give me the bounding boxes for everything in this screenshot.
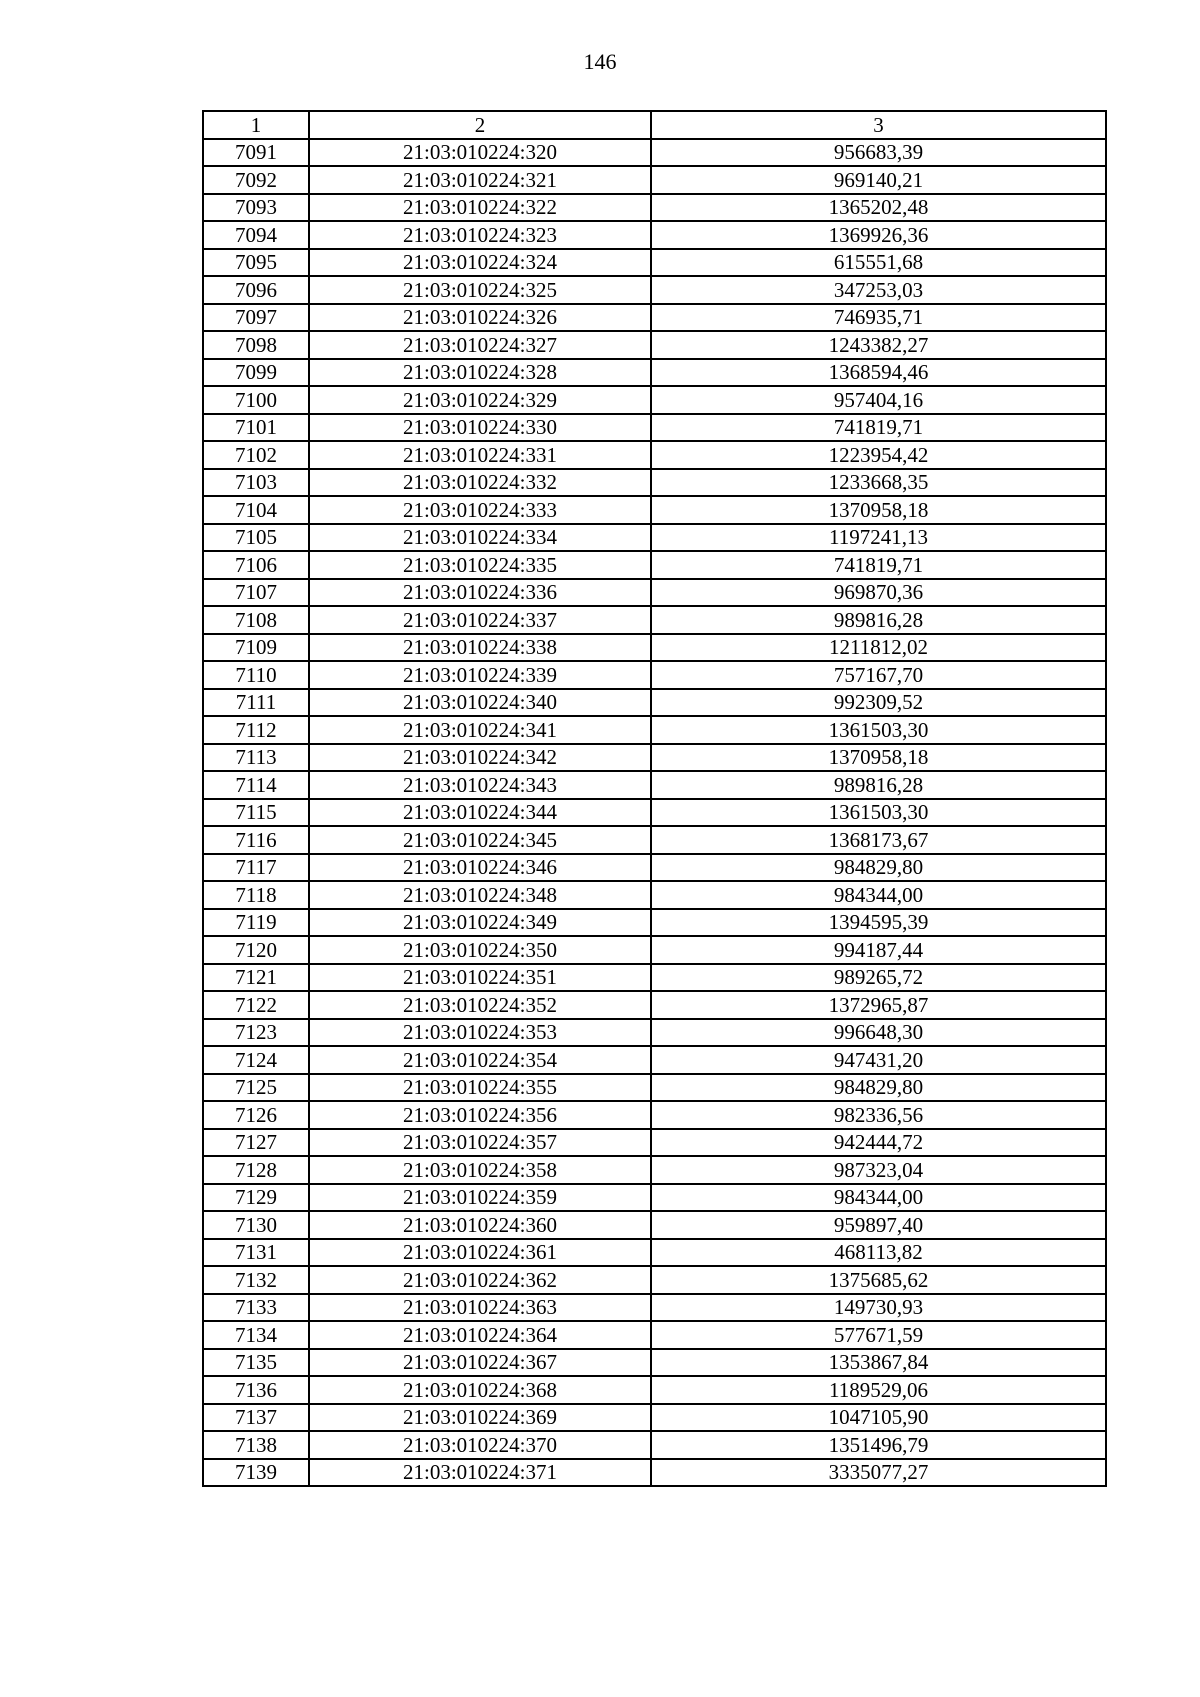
- value-cell: 989816,28: [651, 771, 1106, 799]
- cadastral-number-cell: 21:03:010224:342: [309, 744, 651, 772]
- value-cell: 1372965,87: [651, 991, 1106, 1019]
- cadastral-number-cell: 21:03:010224:329: [309, 386, 651, 414]
- value-cell: 149730,93: [651, 1294, 1106, 1322]
- value-cell: 1243382,27: [651, 331, 1106, 359]
- value-cell: 1047105,90: [651, 1404, 1106, 1432]
- row-number-cell: 7098: [203, 331, 309, 359]
- table-row: [203, 386, 1106, 414]
- table-row: [203, 936, 1106, 964]
- value-cell: 984344,00: [651, 881, 1106, 909]
- cadastral-number-cell: 21:03:010224:353: [309, 1019, 651, 1047]
- cadastral-number-cell: 21:03:010224:351: [309, 964, 651, 992]
- cadastral-number-cell: 21:03:010224:371: [309, 1459, 651, 1487]
- table-row: [203, 826, 1106, 854]
- cadastral-number-cell: 21:03:010224:356: [309, 1101, 651, 1129]
- table-row: [203, 606, 1106, 634]
- value-cell: 1368173,67: [651, 826, 1106, 854]
- row-number-cell: 7101: [203, 414, 309, 442]
- value-cell: 984829,80: [651, 854, 1106, 882]
- row-number-cell: 7121: [203, 964, 309, 992]
- table-row: [203, 1266, 1106, 1294]
- table-row: [203, 304, 1106, 332]
- table-row: [203, 744, 1106, 772]
- row-number-cell: 7102: [203, 441, 309, 469]
- table-row: [203, 634, 1106, 662]
- cadastral-number-cell: 21:03:010224:323: [309, 221, 651, 249]
- cadastral-number-cell: 21:03:010224:354: [309, 1046, 651, 1074]
- cadastral-number-cell: 21:03:010224:337: [309, 606, 651, 634]
- cadastral-number-cell: 21:03:010224:367: [309, 1349, 651, 1377]
- value-cell: 987323,04: [651, 1156, 1106, 1184]
- value-cell: 982336,56: [651, 1101, 1106, 1129]
- cadastral-number-cell: 21:03:010224:332: [309, 469, 651, 497]
- row-number-cell: 7137: [203, 1404, 309, 1432]
- row-number-cell: 7094: [203, 221, 309, 249]
- cadastral-number-cell: 21:03:010224:322: [309, 194, 651, 222]
- row-number-cell: 7115: [203, 799, 309, 827]
- cadastral-number-cell: 21:03:010224:326: [309, 304, 651, 332]
- row-number-cell: 7129: [203, 1184, 309, 1212]
- table-row: [203, 1211, 1106, 1239]
- cadastral-number-cell: 21:03:010224:355: [309, 1074, 651, 1102]
- row-number-cell: 7104: [203, 496, 309, 524]
- row-number-cell: 7116: [203, 826, 309, 854]
- table-row: [203, 276, 1106, 304]
- value-cell: 347253,03: [651, 276, 1106, 304]
- table-header: [203, 111, 1106, 139]
- row-number-cell: 7131: [203, 1239, 309, 1267]
- cadastral-number-cell: 21:03:010224:325: [309, 276, 651, 304]
- table-row: [203, 661, 1106, 689]
- row-number-cell: 7099: [203, 359, 309, 387]
- table-row: [203, 1184, 1106, 1212]
- value-cell: 989265,72: [651, 964, 1106, 992]
- row-number-cell: 7120: [203, 936, 309, 964]
- cadastral-number-cell: 21:03:010224:341: [309, 716, 651, 744]
- table-row: [203, 194, 1106, 222]
- cadastral-number-cell: 21:03:010224:362: [309, 1266, 651, 1294]
- cadastral-number-cell: 21:03:010224:349: [309, 909, 651, 937]
- row-number-cell: 7134: [203, 1321, 309, 1349]
- value-cell: 1353867,84: [651, 1349, 1106, 1377]
- table-row: [203, 551, 1106, 579]
- value-cell: 996648,30: [651, 1019, 1106, 1047]
- table-row: [203, 221, 1106, 249]
- row-number-cell: 7096: [203, 276, 309, 304]
- table-row: [203, 1349, 1106, 1377]
- table-row: [203, 359, 1106, 387]
- cadastral-number-cell: 21:03:010224:360: [309, 1211, 651, 1239]
- row-number-cell: 7106: [203, 551, 309, 579]
- value-cell: 1368594,46: [651, 359, 1106, 387]
- value-cell: 1233668,35: [651, 469, 1106, 497]
- row-number-cell: 7124: [203, 1046, 309, 1074]
- cadastral-number-cell: 21:03:010224:348: [309, 881, 651, 909]
- value-cell: 1370958,18: [651, 744, 1106, 772]
- row-number-cell: 7133: [203, 1294, 309, 1322]
- row-number-cell: 7093: [203, 194, 309, 222]
- value-cell: 1365202,48: [651, 194, 1106, 222]
- row-number-cell: 7103: [203, 469, 309, 497]
- value-cell: 969140,21: [651, 166, 1106, 194]
- cadastral-number-cell: 21:03:010224:357: [309, 1129, 651, 1157]
- table-row: [203, 964, 1106, 992]
- value-cell: 615551,68: [651, 249, 1106, 277]
- value-cell: 994187,44: [651, 936, 1106, 964]
- table-row: [203, 1046, 1106, 1074]
- row-number-cell: 7128: [203, 1156, 309, 1184]
- table-row: [203, 1294, 1106, 1322]
- row-number-cell: 7122: [203, 991, 309, 1019]
- value-cell: 1361503,30: [651, 716, 1106, 744]
- cadastral-number-cell: 21:03:010224:339: [309, 661, 651, 689]
- value-cell: 992309,52: [651, 689, 1106, 717]
- row-number-cell: 7097: [203, 304, 309, 332]
- table-row: [203, 881, 1106, 909]
- row-number-cell: 7132: [203, 1266, 309, 1294]
- cadastral-number-cell: 21:03:010224:340: [309, 689, 651, 717]
- value-cell: 577671,59: [651, 1321, 1106, 1349]
- table-row: [203, 1129, 1106, 1157]
- table-row: [203, 1321, 1106, 1349]
- table-row: [203, 771, 1106, 799]
- row-number-cell: 7100: [203, 386, 309, 414]
- table-row: [203, 1101, 1106, 1129]
- table-row: [203, 909, 1106, 937]
- header-cell-2: 2: [309, 111, 651, 139]
- value-cell: 947431,20: [651, 1046, 1106, 1074]
- value-cell: 1223954,42: [651, 441, 1106, 469]
- value-cell: 959897,40: [651, 1211, 1106, 1239]
- row-number-cell: 7118: [203, 881, 309, 909]
- row-number-cell: 7110: [203, 661, 309, 689]
- cadastral-number-cell: 21:03:010224:368: [309, 1376, 651, 1404]
- page-number: 146: [583, 49, 617, 74]
- cadastral-number-cell: 21:03:010224:335: [309, 551, 651, 579]
- header-cell-1: 1: [203, 111, 309, 139]
- cadastral-number-cell: 21:03:010224:343: [309, 771, 651, 799]
- cadastral-number-cell: 21:03:010224:364: [309, 1321, 651, 1349]
- table-row: [203, 331, 1106, 359]
- table-row: [203, 1431, 1106, 1459]
- value-cell: 741819,71: [651, 414, 1106, 442]
- value-cell: 1370958,18: [651, 496, 1106, 524]
- row-number-cell: 7136: [203, 1376, 309, 1404]
- row-number-cell: 7111: [203, 689, 309, 717]
- value-cell: 989816,28: [651, 606, 1106, 634]
- cadastral-number-cell: 21:03:010224:321: [309, 166, 651, 194]
- header-cell-3: 3: [651, 111, 1106, 139]
- row-number-cell: 7123: [203, 1019, 309, 1047]
- cadastral-number-cell: 21:03:010224:358: [309, 1156, 651, 1184]
- cadastral-number-cell: 21:03:010224:370: [309, 1431, 651, 1459]
- row-number-cell: 7130: [203, 1211, 309, 1239]
- cadastral-number-cell: 21:03:010224:320: [309, 139, 651, 167]
- cadastral-number-cell: 21:03:010224:369: [309, 1404, 651, 1432]
- table-body: [203, 139, 1106, 1487]
- value-cell: 1361503,30: [651, 799, 1106, 827]
- table-row: [203, 1239, 1106, 1267]
- cadastral-number-cell: 21:03:010224:327: [309, 331, 651, 359]
- cadastral-number-cell: 21:03:010224:361: [309, 1239, 651, 1267]
- cadastral-number-cell: 21:03:010224:336: [309, 579, 651, 607]
- row-number-cell: 7125: [203, 1074, 309, 1102]
- table-row: [203, 139, 1106, 167]
- row-number-cell: 7109: [203, 634, 309, 662]
- table-row: [203, 1459, 1106, 1487]
- table-row: [203, 1376, 1106, 1404]
- value-cell: 956683,39: [651, 139, 1106, 167]
- value-cell: 984829,80: [651, 1074, 1106, 1102]
- cadastral-number-cell: 21:03:010224:330: [309, 414, 651, 442]
- table-row: [203, 854, 1106, 882]
- row-number-cell: 7138: [203, 1431, 309, 1459]
- table-row: [203, 1074, 1106, 1102]
- row-number-cell: 7095: [203, 249, 309, 277]
- cadastral-number-cell: 21:03:010224:344: [309, 799, 651, 827]
- value-cell: 969870,36: [651, 579, 1106, 607]
- table-row: [203, 524, 1106, 552]
- row-number-cell: 7091: [203, 139, 309, 167]
- table-row: [203, 991, 1106, 1019]
- table-row: [203, 579, 1106, 607]
- value-cell: 468113,82: [651, 1239, 1106, 1267]
- value-cell: 1211812,02: [651, 634, 1106, 662]
- cadastral-number-cell: 21:03:010224:324: [309, 249, 651, 277]
- row-number-cell: 7114: [203, 771, 309, 799]
- table-row: [203, 414, 1106, 442]
- value-cell: 942444,72: [651, 1129, 1106, 1157]
- table-row: [203, 249, 1106, 277]
- table-row: [203, 469, 1106, 497]
- row-number-cell: 7113: [203, 744, 309, 772]
- value-cell: 1394595,39: [651, 909, 1106, 937]
- row-number-cell: 7117: [203, 854, 309, 882]
- cadastral-number-cell: 21:03:010224:345: [309, 826, 651, 854]
- value-cell: 741819,71: [651, 551, 1106, 579]
- cadastral-number-cell: 21:03:010224:352: [309, 991, 651, 1019]
- value-cell: 1197241,13: [651, 524, 1106, 552]
- table-row: [203, 496, 1106, 524]
- cadastral-number-cell: 21:03:010224:334: [309, 524, 651, 552]
- row-number-cell: 7105: [203, 524, 309, 552]
- cadastral-number-cell: 21:03:010224:333: [309, 496, 651, 524]
- row-number-cell: 7092: [203, 166, 309, 194]
- row-number-cell: 7127: [203, 1129, 309, 1157]
- cadastral-number-cell: 21:03:010224:328: [309, 359, 651, 387]
- table-row: [203, 689, 1106, 717]
- table-row: [203, 799, 1106, 827]
- value-cell: 1375685,62: [651, 1266, 1106, 1294]
- cadastral-number-cell: 21:03:010224:346: [309, 854, 651, 882]
- table-row: [203, 441, 1106, 469]
- cadastral-number-cell: 21:03:010224:363: [309, 1294, 651, 1322]
- row-number-cell: 7135: [203, 1349, 309, 1377]
- value-cell: 984344,00: [651, 1184, 1106, 1212]
- row-number-cell: 7139: [203, 1459, 309, 1487]
- value-cell: 746935,71: [651, 304, 1106, 332]
- value-cell: 1369926,36: [651, 221, 1106, 249]
- header-row: [203, 111, 1106, 139]
- table-row: [203, 166, 1106, 194]
- data-table: [202, 110, 1107, 1487]
- table-row: [203, 1404, 1106, 1432]
- value-cell: 957404,16: [651, 386, 1106, 414]
- row-number-cell: 7108: [203, 606, 309, 634]
- value-cell: 757167,70: [651, 661, 1106, 689]
- cadastral-number-cell: 21:03:010224:359: [309, 1184, 651, 1212]
- cadastral-number-cell: 21:03:010224:350: [309, 936, 651, 964]
- row-number-cell: 7112: [203, 716, 309, 744]
- table-row: [203, 716, 1106, 744]
- table-row: [203, 1156, 1106, 1184]
- row-number-cell: 7107: [203, 579, 309, 607]
- cadastral-number-cell: 21:03:010224:331: [309, 441, 651, 469]
- row-number-cell: 7126: [203, 1101, 309, 1129]
- value-cell: 1189529,06: [651, 1376, 1106, 1404]
- cadastral-number-cell: 21:03:010224:338: [309, 634, 651, 662]
- value-cell: 3335077,27: [651, 1459, 1106, 1487]
- value-cell: 1351496,79: [651, 1431, 1106, 1459]
- table-row: [203, 1019, 1106, 1047]
- row-number-cell: 7119: [203, 909, 309, 937]
